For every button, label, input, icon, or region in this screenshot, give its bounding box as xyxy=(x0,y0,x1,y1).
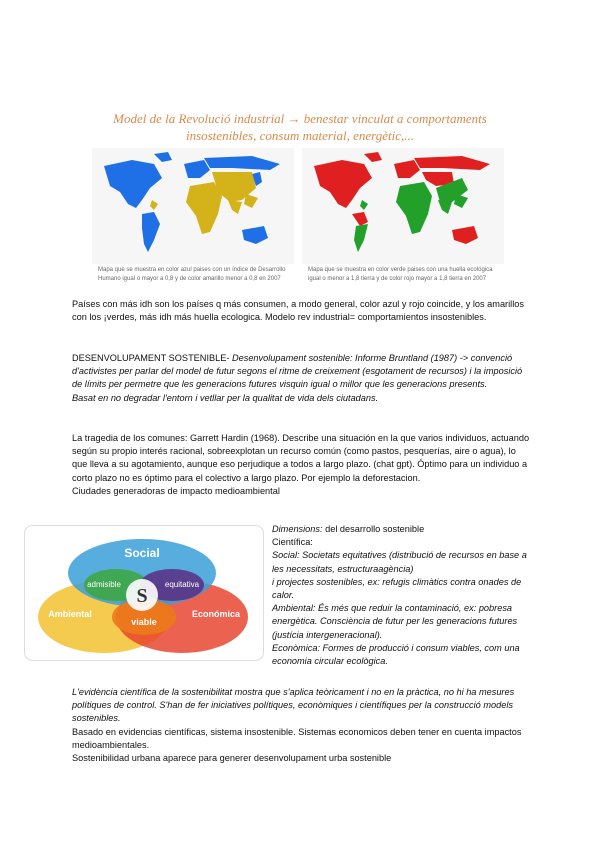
desenvolupament-basat: Basat en no degradar l'entorn i vetllar per la qualitat de vida dels ciutadans. xyxy=(72,392,379,403)
dimensions-title xyxy=(272,523,534,536)
paragraph-tragedia-text: La tragedia de los comunes: Garrett Hardin (1968). Describe una situación en la que varios individuos, actuando según su propio interés racional, sobreexplotan un recurso común (como pastos, pesquerías, aire o agua), lo que lleva a su agotamiento, aunque eso perjudique a todos a largo plazo. (chat gpt). Óptimo para un individuo a corto plazo no es óptimo para el colectivo a largo plazo. Por ejemplo la deforestacion. xyxy=(72,433,530,483)
venn-equitativa-label: equitativa xyxy=(164,580,200,589)
heading-line-2: insostenibles, consum material, energètic,... xyxy=(185,128,415,143)
basado-paragraph: Basado en evidencias científicas, sistema insostenible. Sistemas economicos deben tener en cuenta impactos medioambientales. xyxy=(72,726,522,750)
hdi-caption-1: Mapa que se muestra en color azul paises con un índice de Desarrollo xyxy=(98,267,286,273)
venn-viable-label: viable xyxy=(131,617,157,627)
social-dimension-continued: i projectes sostenibles, ex: refugis climàtics contra onades de calor. xyxy=(272,576,522,601)
hdi-caption-2: Humano igual o mayor a 0,8 y de color amarillo menor a 0,8 en 2007 xyxy=(98,276,281,282)
footprint-map xyxy=(302,148,504,264)
dimensions-label: Dimensions: xyxy=(272,524,323,534)
cientifica-label: Científica: xyxy=(272,537,313,548)
economica-dimension: Econòmica: Formes de producció i consum viables, com una economia circular ecològica. xyxy=(272,642,520,667)
venn-social-label: Social xyxy=(124,546,160,560)
dimensions-notes xyxy=(272,523,534,668)
sustainability-venn-diagram xyxy=(24,525,264,661)
venn-admisible-label: admisible xyxy=(87,580,121,589)
footprint-caption-1: Mapa que se muestra en color verde paises con una huella ecológica xyxy=(308,267,493,273)
hdi-map xyxy=(92,148,294,264)
paragraph-desenvolupament-text xyxy=(72,352,530,392)
paragraph-desenvolupament xyxy=(72,352,530,405)
social-dimension: Social: Societats equitatives (distribució de recursos en base a les necessitats, estructuraagència) xyxy=(272,550,527,574)
paragraph-idh-text: Países con más idh son los países q más consumen, a modo general, color azul y rojo coincide, y los amarillos con los ¡verdes, más idh más huella ecologica. Modelo rev industrial= comportamientos insostenibles. xyxy=(72,299,524,323)
paragraph-idh xyxy=(72,298,530,324)
evidence-paragraph: L'evidència científica de la sostenibilitat mostra que s'aplica teòricament i no en la pràctica, no hi ha mesures polítiques de control. S'han de fer iniciatives polítiques, econòmiques i científiques per la construcció models sostenibles. xyxy=(72,687,515,724)
venn-center-label: S xyxy=(136,585,148,607)
heading-line-1: Model de la Revolució industrial → benestar vinculat a comportaments xyxy=(113,111,487,126)
desenvolupament-lead: DESENVOLUPAMENT SOSTENIBLE- xyxy=(72,353,230,363)
footprint-map-graphic xyxy=(302,148,504,264)
paragraph-ciudades: Ciudades generadoras de impacto medioambiental xyxy=(72,485,280,496)
urbana-paragraph: Sostenibilidad urbana aparece para generer desenvolupament urba sostenible xyxy=(72,753,392,764)
ambiental-dimension: Ambiental: És més que reduir la contaminació, ex: pobresa energètica. Consciència de futur per les generacions futures (justícia intergeneracional). xyxy=(272,603,518,640)
venn-economica-label: Económica xyxy=(191,609,241,619)
dimensions-rest: del desarrollo sostenible xyxy=(322,524,425,534)
bottom-notes xyxy=(72,686,530,765)
paragraph-tragedia xyxy=(72,432,530,498)
footprint-caption-2: igual o menor a 1,8 tierra y de color rojo mayor a 1,8 tierra en 2007 xyxy=(308,276,487,282)
hdi-map-graphic xyxy=(92,148,294,264)
venn-ambiental-label: Ambiental xyxy=(48,609,92,619)
desenvolupament-definition: Desenvolupament sostenible: Informe Bruntland (1987) -> convenció d'activistes per parlar del model de futur segons el ritme de creixement (esgotament de recursos) i la imposició de límits per permetre que les generacions futures visquin igual o millor que les generacions presents. xyxy=(72,353,523,390)
venn-graphic xyxy=(24,525,264,661)
section-heading xyxy=(60,110,540,144)
world-maps xyxy=(92,148,504,282)
